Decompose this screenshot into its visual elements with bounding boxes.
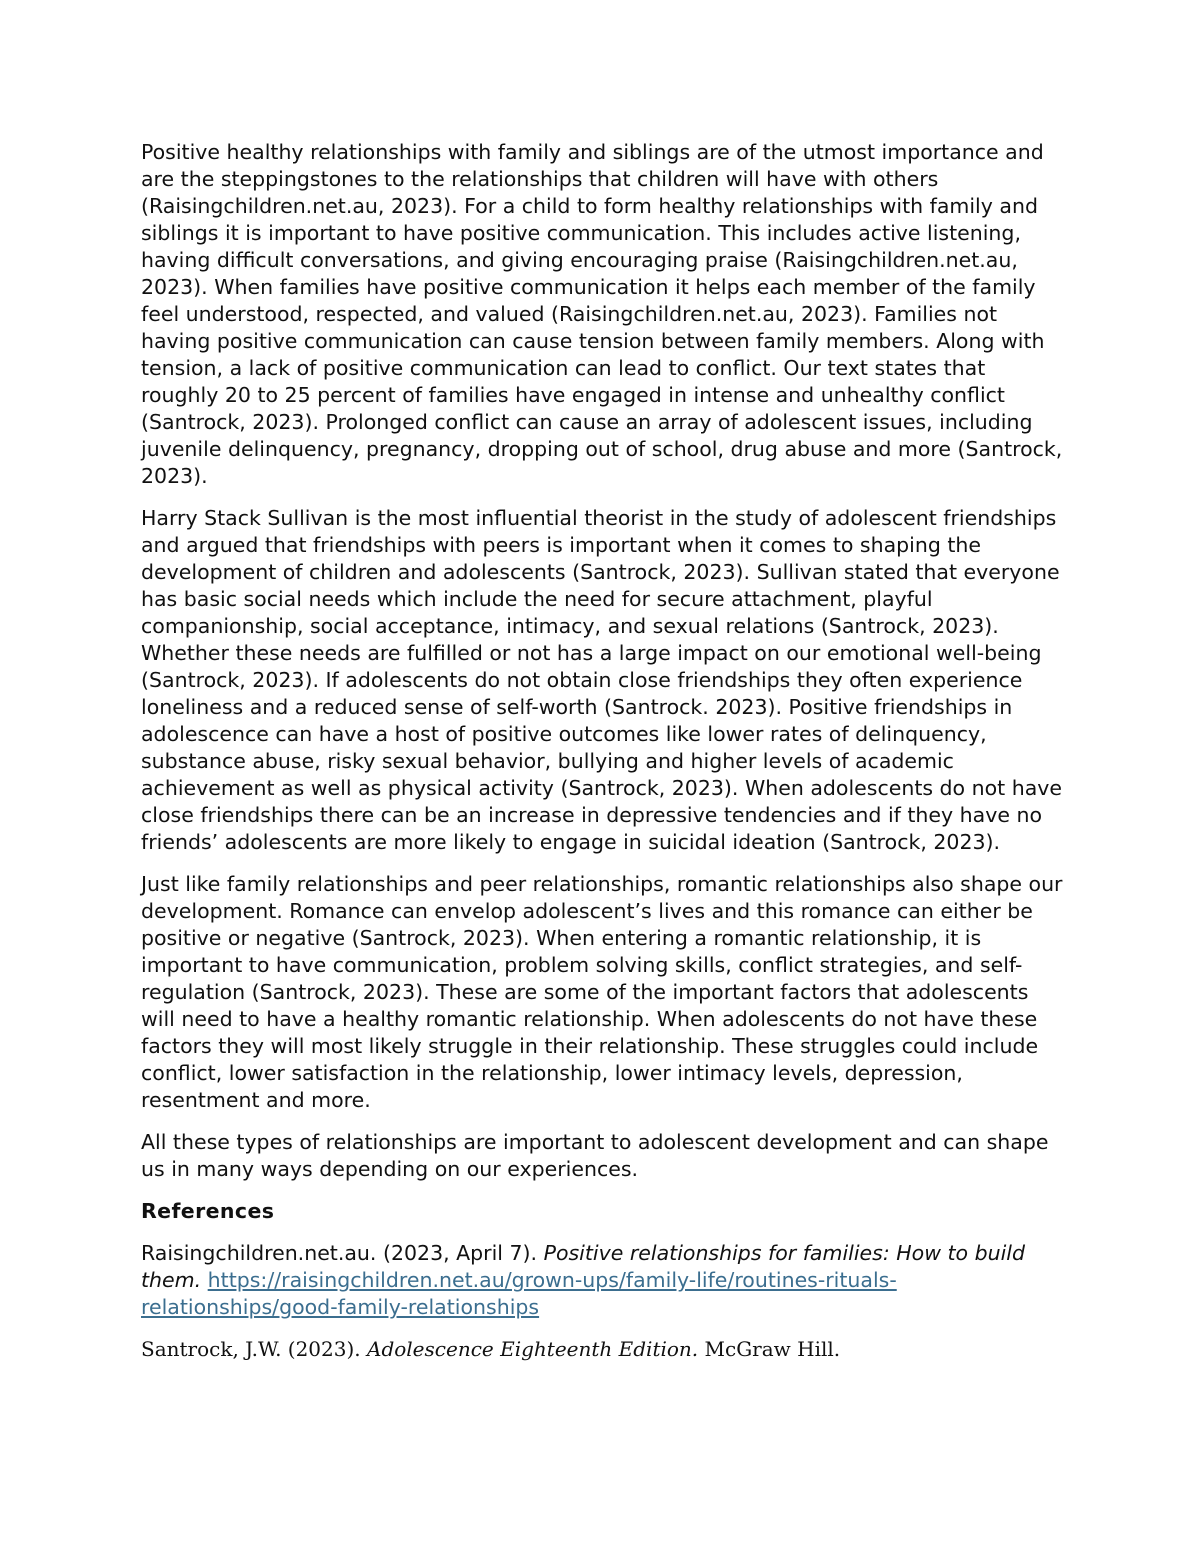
reference-link[interactable]: https://raisingchildren.net.au/grown-ups/family-life/routines-rituals-relationships/good-family-relationships	[141, 1268, 897, 1319]
paragraph-romantic: Just like family relationships and peer relationships, romantic relationships also shape our development. Romance can envelop adolescent’s lives and this romance can either be positive or negative (Santrock, 2023). When entering a romantic relationship, it is important to have communication, problem solving skills, conflict strategies, and self-regulation (Santrock, 2023). These are some of the important factors that adolescents will need to have a healthy romantic relationship. When adolescents do not have these factors they will most likely struggle in their relationship. These struggles could include conflict, lower satisfaction in the relationship, lower intimacy levels, depression, resentment and more.	[141, 872, 1063, 1112]
paragraph-conclusion: All these types of relationships are important to adolescent development and can shape us in many ways depending on our experiences.	[141, 1130, 1049, 1181]
document-page	[141, 139, 1066, 1378]
reference-raisingchildren	[141, 1240, 1066, 1321]
paragraph-friendships: Harry Stack Sullivan is the most influential theorist in the study of adolescent friendships and argued that friendships with peers is important when it comes to shaping the development of children and adolescents (Santrock, 2023). Sullivan stated that everyone has basic social needs which include the need for secure attachment, playful companionship, social acceptance, intimacy, and sexual relations (Santrock, 2023). Whether these needs are fulfilled or not has a large impact on our emotional well-being (Santrock, 2023). If adolescents do not obtain close friendships they often experience loneliness and a reduced sense of self-worth (Santrock. 2023). Positive friendships in adolescence can have a host of positive outcomes like lower rates of delinquency, substance abuse, risky sexual behavior, bullying and higher levels of academic achievement as well as physical activity (Santrock, 2023). When adolescents do not have close friendships there can be an increase in depressive tendencies and if they have no friends’ adolescents are more likely to engage in suicidal ideation (Santrock, 2023).	[141, 506, 1063, 854]
reference-santrock	[141, 1336, 1066, 1363]
reference-title: Adolescence Eighteenth Edition.	[367, 1337, 699, 1361]
reference-publisher: McGraw Hill.	[698, 1337, 841, 1361]
reference-author-date: Santrock, J.W. (2023).	[141, 1337, 367, 1361]
references-heading: References	[141, 1199, 275, 1223]
reference-title: Positive relationships for families: How to build them.	[141, 1241, 1026, 1292]
paragraph-family: Positive healthy relationships with family and siblings are of the utmost importance and are the steppingstones to the relationships that children will have with others (Raisingchildren.net.au, 2023). For a child to form healthy relationships with family and siblings it is important to have positive communication. This includes active listening, having difficult conversations, and giving encouraging praise (Raisingchildren.net.au, 2023). When families have positive communication it helps each member of the family feel understood, respected, and valued (Raisingchildren.net.au, 2023). Families not having positive communication can cause tension between family members. Along with tension, a lack of positive communication can lead to conflict. Our text states that roughly 20 to 25 percent of families have engaged in intense and unhealthy conflict (Santrock, 2023). Prolonged conflict can cause an array of adolescent issues, including juvenile delinquency, pregnancy, dropping out of school, drug abuse and more (Santrock, 2023).	[141, 140, 1063, 488]
reference-author-date: Raisingchildren.net.au. (2023, April 7).	[141, 1241, 544, 1265]
